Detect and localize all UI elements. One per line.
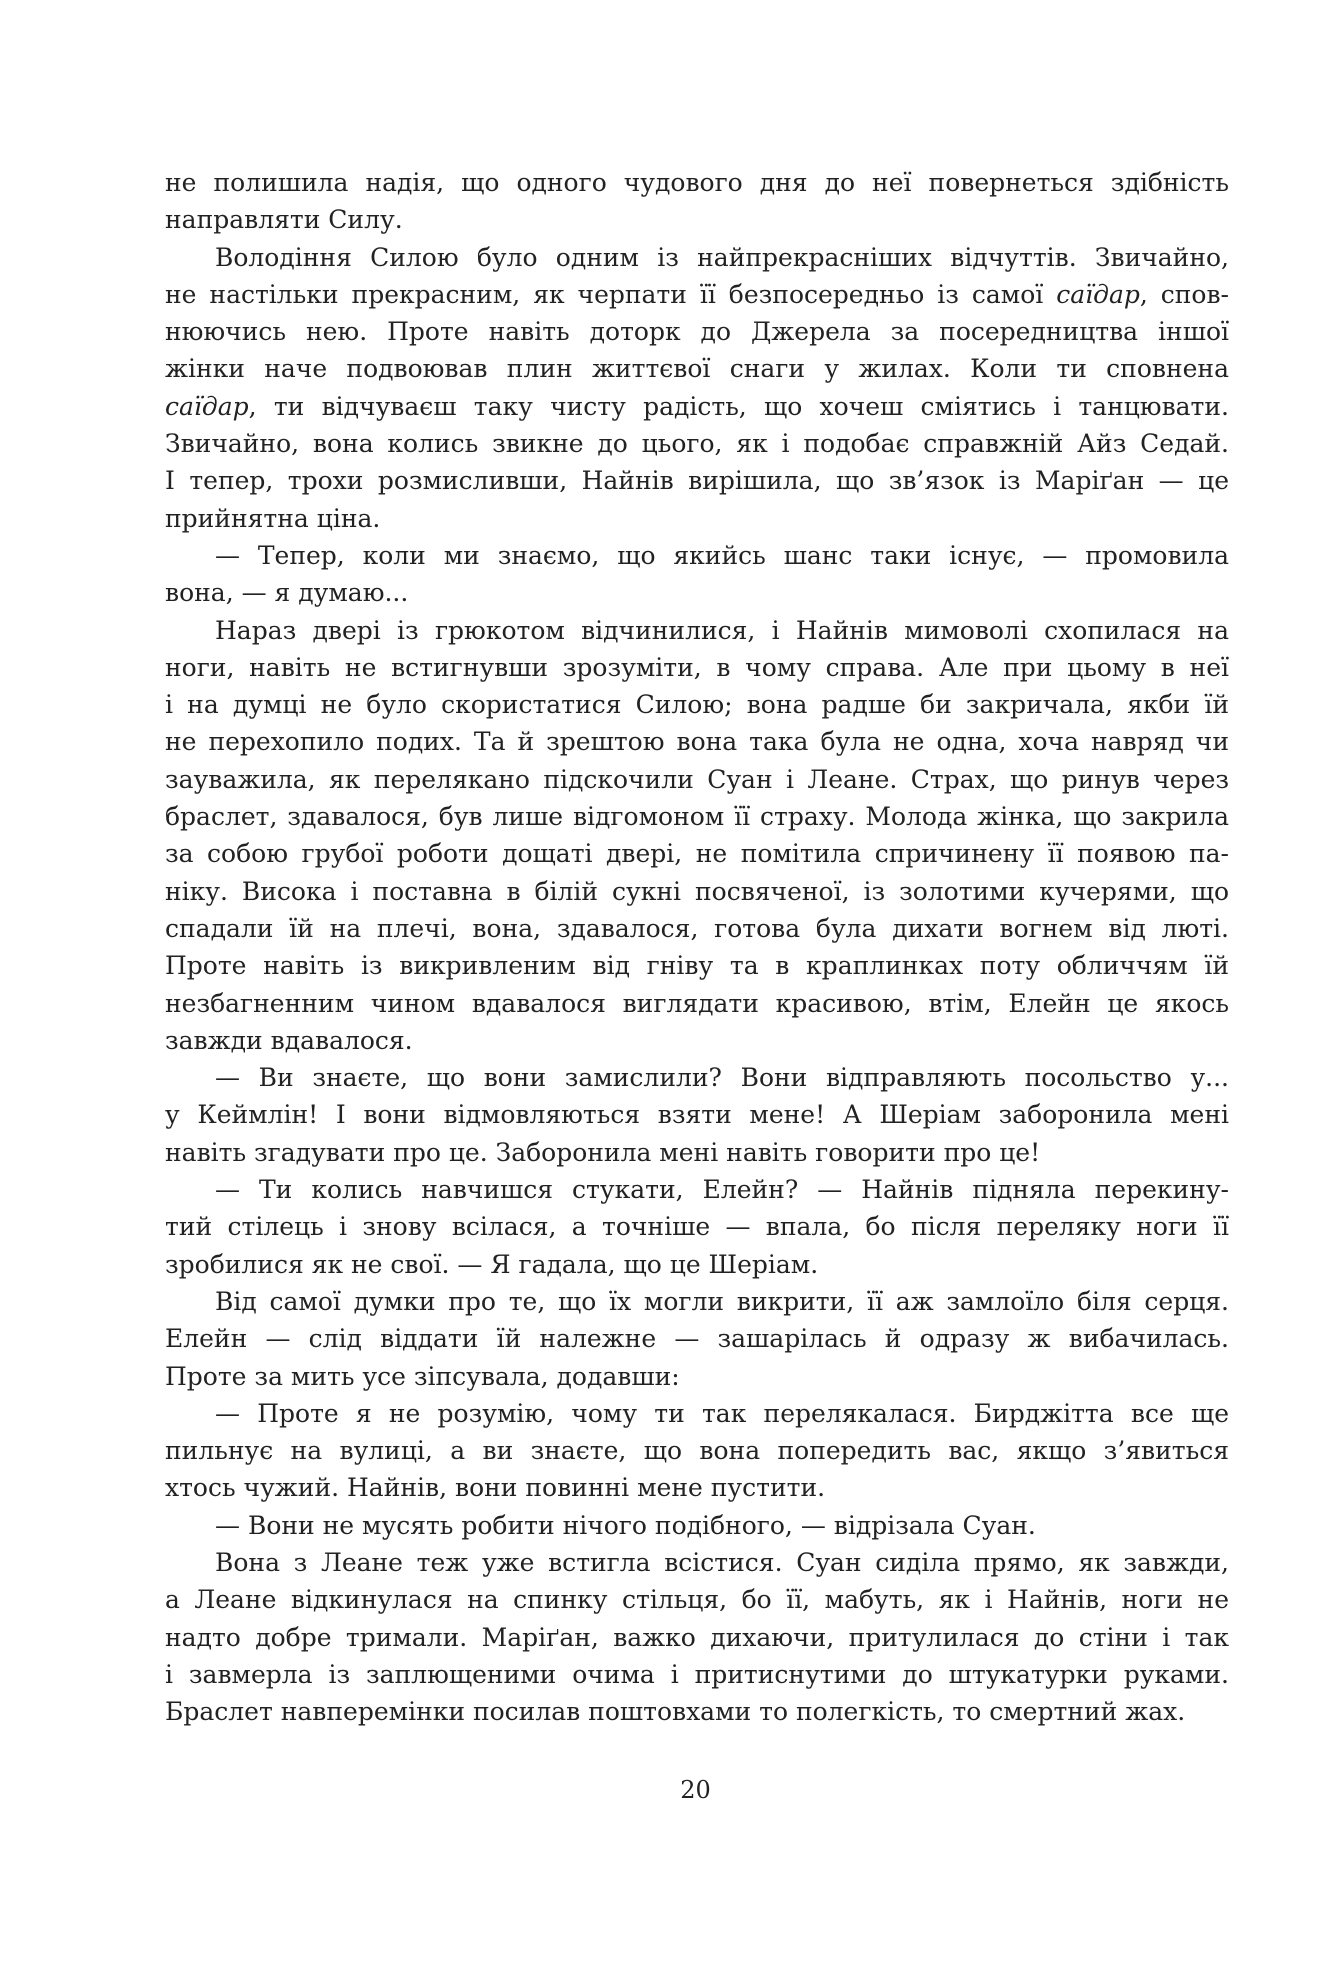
text-line: — Вони не мусять робити нічого подібного, — відрізала Суан. (215, 1510, 1036, 1540)
text-line: за собою грубої роботи дощаті двері, не помітила спричинену її появою па- (165, 839, 1229, 869)
text-line: зробилися як не свої. — Я гадала, що це Шеріам. (165, 1249, 819, 1279)
text-line: не настільки прекрасним, як черпати її безпосередньо із самої саїдар, спов- (165, 279, 1229, 309)
paragraph (165, 1395, 1229, 1507)
text-line: жінки наче подвоював плин життєвої снаги у жилах. Коли ти сповнена (165, 354, 1229, 384)
italic-term: саїдар (165, 391, 249, 421)
text-line: а Леане відкинулася на спинку стільця, бо її, мабуть, як і Найнів, ноги не (165, 1585, 1229, 1615)
text-line: зауважила, як перелякано підскочили Суан і Леане. Страх, що ринув через (165, 764, 1229, 794)
paragraph (165, 1059, 1229, 1171)
text-line: надто добре тримали. Маріґан, важко дихаючи, притулилася до стіни і так (165, 1622, 1229, 1652)
body-text (165, 164, 1229, 1730)
text-line: Проте за мить усе зіпсувала, додавши: (165, 1361, 680, 1391)
italic-term: саїдар (1056, 279, 1140, 309)
text-line: Володіння Силою було одним із найпрекрасніших відчуттів. Звичайно, (215, 242, 1229, 272)
text-line: ноги, навіть не встигнувши зрозуміти, в чому справа. Але при цьому в неї (165, 652, 1229, 682)
text-line: не перехопило подих. Та й зрештою вона така була не одна, хоча навряд чи (165, 727, 1229, 757)
text-line: навіть згадувати про це. Заборонила мені навіть говорити про це! (165, 1137, 1041, 1167)
text-line: прийнятна ціна. (165, 503, 381, 533)
text-line: — Ви знаєте, що вони замислили? Вони відправляють посольство у... (215, 1063, 1229, 1093)
paragraph (165, 1544, 1229, 1730)
text-line: незбагненним чином вдавалося виглядати красивою, втім, Елейн це якось (165, 988, 1229, 1018)
text-line: Нараз двері із грюкотом відчинилися, і Найнів мимоволі схопилася на (215, 615, 1229, 645)
paragraph (165, 537, 1229, 612)
text-line: ніку. Висока і поставна в білій сукні посвяченої, із золотими кучерями, що (165, 876, 1229, 906)
text-line: спадали їй на плечі, вона, здавалося, готова була дихати вогнем від люті. (165, 913, 1229, 943)
text-line: Елейн — слід віддати їй належне — зашарілась й одразу ж вибачилась. (165, 1324, 1229, 1354)
text-line: хтось чужий. Найнів, вони повинні мене пустити. (165, 1473, 826, 1503)
text-line: Від самої думки про те, що їх могли викрити, її аж замлоїло біля серця. (215, 1286, 1229, 1316)
paragraph (165, 1507, 1229, 1544)
text-line: завжди вдавалося. (165, 1025, 413, 1055)
paragraph (165, 164, 1229, 239)
text-line: у Кеймлін! І вони відмовляються взяти мене! А Шеріам заборонила мені (165, 1100, 1229, 1130)
paragraph (165, 612, 1229, 1060)
text-line: Проте навіть із викривленим від гніву та в краплинках поту обличчям їй (165, 951, 1229, 981)
text-line: і завмерла із заплющеними очима і притиснутими до штукатурки руками. (165, 1659, 1229, 1689)
page-number: 20 (680, 1776, 711, 1804)
paragraph (165, 239, 1229, 537)
text-line: нюючись нею. Проте навіть доторк до Джерела за посередництва іншої (165, 317, 1229, 347)
text-line: браслет, здавалося, був лише відгомоном її страху. Молода жінка, що закрила (165, 802, 1229, 832)
text-line: і на думці не було скористатися Силою; вона радше би закричала, якби їй (165, 690, 1229, 720)
text-line: саїдар, ти відчуваєш таку чисту радість, що хочеш сміятись і танцювати. (165, 391, 1229, 421)
text-line: Браслет навперемінки посилав поштовхами то полегкість, то смертний жах. (165, 1697, 1186, 1727)
text-line: тий стілець і знову всілася, а точніше — впала, бо після переляку ноги її (165, 1212, 1229, 1242)
text-line: — Проте я не розумію, чому ти так перелякалася. Бирджітта все ще (215, 1398, 1229, 1428)
text-line: І тепер, трохи розмисливши, Найнів вирішила, що зв’язок із Маріґан — це (165, 466, 1229, 496)
text-line: направляти Силу. (165, 205, 403, 235)
text-line: Звичайно, вона колись звикне до цього, як і подобає справжній Айз Седай. (165, 429, 1229, 459)
text-line: — Ти колись навчишся стукати, Елейн? — Найнів підняла перекину- (215, 1175, 1229, 1205)
text-line: — Тепер, коли ми знаємо, що якийсь шанс таки існує, — промовила (215, 540, 1229, 570)
text-line: пильнує на вулиці, а ви знаєте, що вона попередить вас, якщо з’явиться (165, 1436, 1229, 1466)
text-line: Вона з Леане теж уже встигла всістися. Суан сиділа прямо, як завжди, (215, 1547, 1229, 1577)
text-line: вона, — я думаю... (165, 578, 409, 608)
paragraph (165, 1283, 1229, 1395)
paragraph (165, 1171, 1229, 1283)
text-line: не полишила надія, що одного чудового дня до неї повернеться здібність (165, 168, 1229, 197)
